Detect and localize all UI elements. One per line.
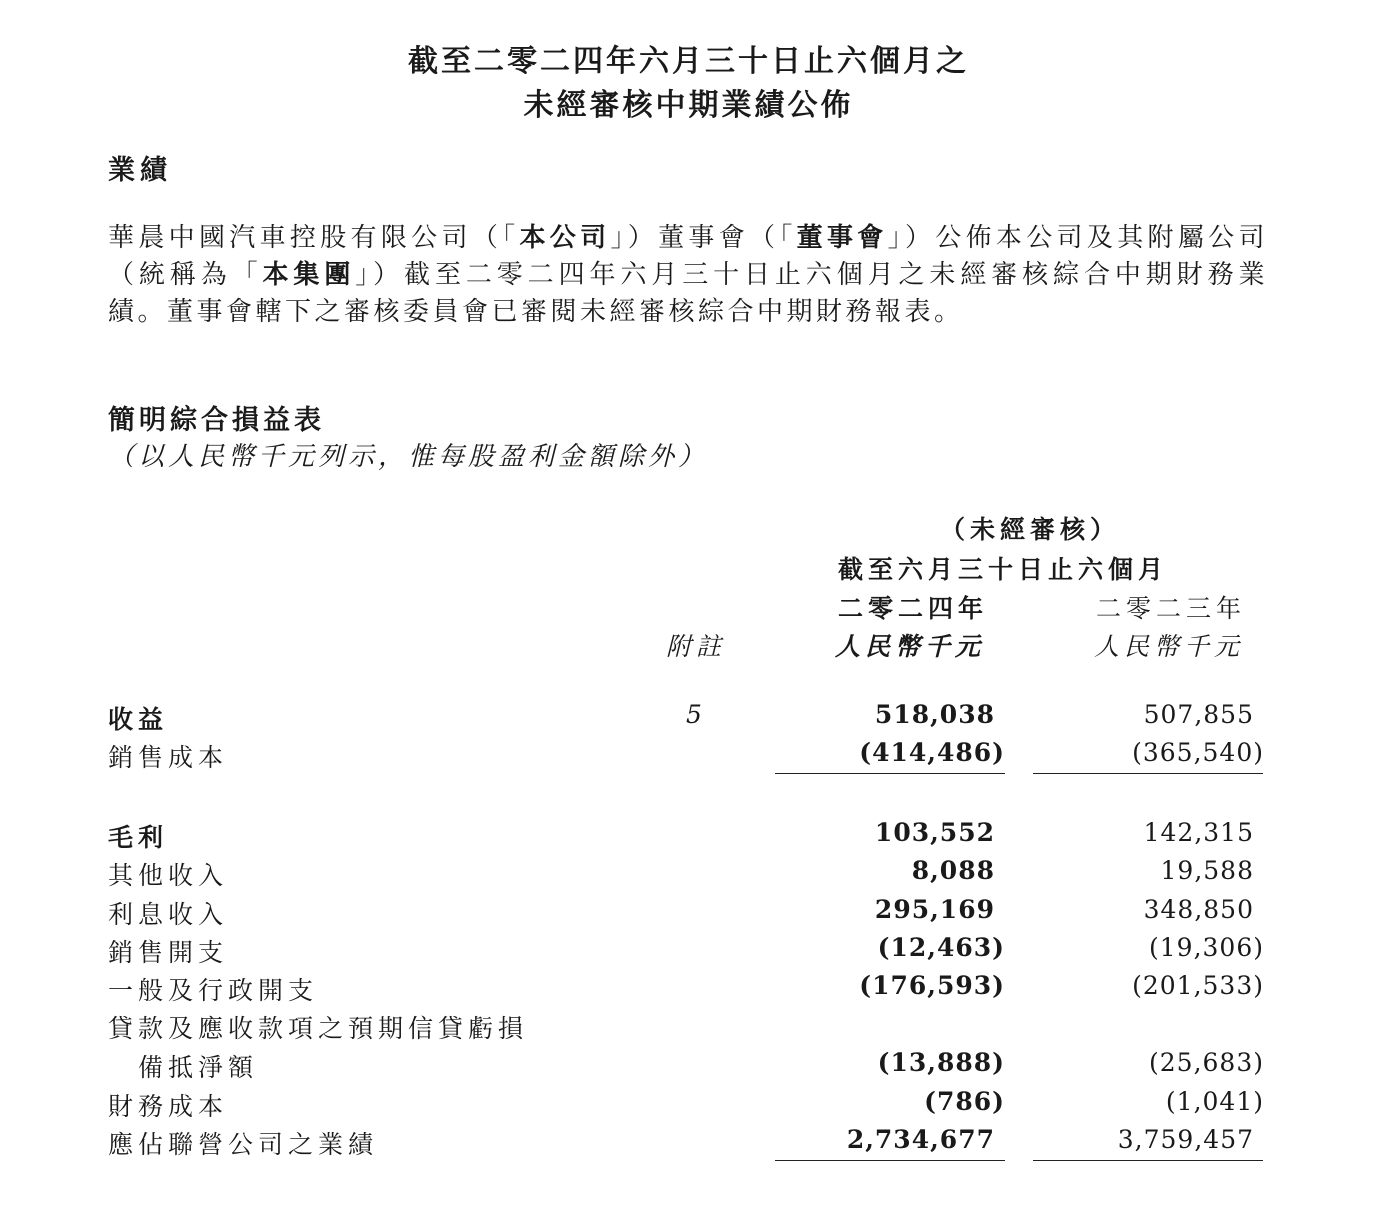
row-label-share-of-associates: 應佔聯營公司之業績 — [108, 1130, 379, 1159]
row-label-selling-expenses: 銷售開支 — [108, 938, 229, 967]
row-value-2023-interest-income: 348,850 — [1143, 895, 1254, 924]
row-label-cost-of-sales: 銷售成本 — [108, 743, 229, 772]
row-value-2023-admin-expenses: (201,533) — [1132, 971, 1264, 1000]
row-value-2023-ecl: (25,683) — [1149, 1048, 1264, 1077]
row-value-2023-share-of-associates: 3,759,457 — [1117, 1125, 1254, 1154]
row-value-2024-interest-income: 295,169 — [874, 895, 995, 924]
col-header-year-2024: 二零二四年 — [838, 594, 989, 623]
row-value-2023-other-income: 19,588 — [1160, 856, 1254, 885]
row-label-interest-income: 利息收入 — [108, 900, 229, 929]
col-header-year-2023: 二零二三年 — [1096, 594, 1247, 623]
row-value-2024-admin-expenses: (176,593) — [859, 971, 1005, 1000]
row-value-2023-revenue: 507,855 — [1143, 700, 1254, 729]
subtotal-rule-2024-bottom — [775, 1160, 1005, 1161]
row-value-2023-cost-of-sales: (365,540) — [1132, 738, 1264, 767]
subtotal-rule-2023 — [1033, 773, 1263, 774]
row-value-2024-gross-profit: 103,552 — [874, 818, 995, 847]
row-value-2023-selling-expenses: (19,306) — [1149, 933, 1264, 962]
subtotal-rule-2023-bottom — [1033, 1160, 1263, 1161]
company-defined-term: 本公司 — [519, 223, 611, 253]
results-intro-paragraph: 華晨中國汽車控股有限公司（「本公司」）董事會（「董事會」）公佈本公司及其附屬公司（統稱為「本集團」）截至二零二四年六月三十日止六個月之未經審核綜合中期財務業績。董事會轄下之審核委員會已審閱未經審核綜合中期財務報表。 — [108, 223, 1268, 327]
announcement-title-line1: 截至二零二四年六月三十日止六個月之 — [408, 44, 969, 79]
income-statement-heading: 簡明綜合損益表 — [108, 405, 325, 436]
row-label-ecl-line1: 貸款及應收款項之預期信貸虧損 — [108, 1014, 529, 1043]
col-header-unit-2024: 人民幣千元 — [835, 632, 986, 661]
row-value-2024-finance-costs: (786) — [924, 1087, 1005, 1116]
row-value-2023-gross-profit: 142,315 — [1143, 818, 1254, 847]
col-header-unit-2023: 人民幣千元 — [1094, 632, 1245, 661]
col-header-unaudited: （未經審核） — [940, 515, 1121, 544]
row-value-2024-other-income: 8,088 — [911, 856, 995, 885]
col-header-period: 截至六月三十日止六個月 — [838, 555, 1169, 584]
row-label-ecl-line2: 備抵淨額 — [138, 1053, 259, 1082]
income-statement-subheading: （以人民幣千元列示，惟每股盈利金額除外） — [108, 442, 709, 472]
row-value-2023-finance-costs: (1,041) — [1165, 1087, 1264, 1116]
row-label-other-income: 其他收入 — [108, 861, 229, 890]
subtotal-rule-2024 — [775, 773, 1005, 774]
announcement-title-line2: 未經審核中期業績公佈 — [523, 88, 854, 123]
row-value-2024-ecl: (13,888) — [877, 1048, 1005, 1077]
results-heading: 業績 — [108, 155, 172, 186]
row-label-admin-expenses: 一般及行政開支 — [108, 976, 319, 1005]
row-label-finance-costs: 財務成本 — [108, 1092, 229, 1121]
col-header-note: 附註 — [666, 632, 727, 661]
row-label-revenue: 收益 — [108, 705, 169, 734]
row-value-2024-share-of-associates: 2,734,677 — [846, 1125, 995, 1154]
row-value-2024-cost-of-sales: (414,486) — [859, 738, 1005, 767]
row-label-gross-profit: 毛利 — [108, 823, 169, 852]
group-defined-term: 本集團 — [262, 260, 356, 290]
row-note-revenue: 5 — [686, 700, 702, 729]
board-defined-term: 董事會 — [796, 223, 888, 253]
row-value-2024-selling-expenses: (12,463) — [877, 933, 1005, 962]
row-value-2024-revenue: 518,038 — [874, 700, 995, 729]
